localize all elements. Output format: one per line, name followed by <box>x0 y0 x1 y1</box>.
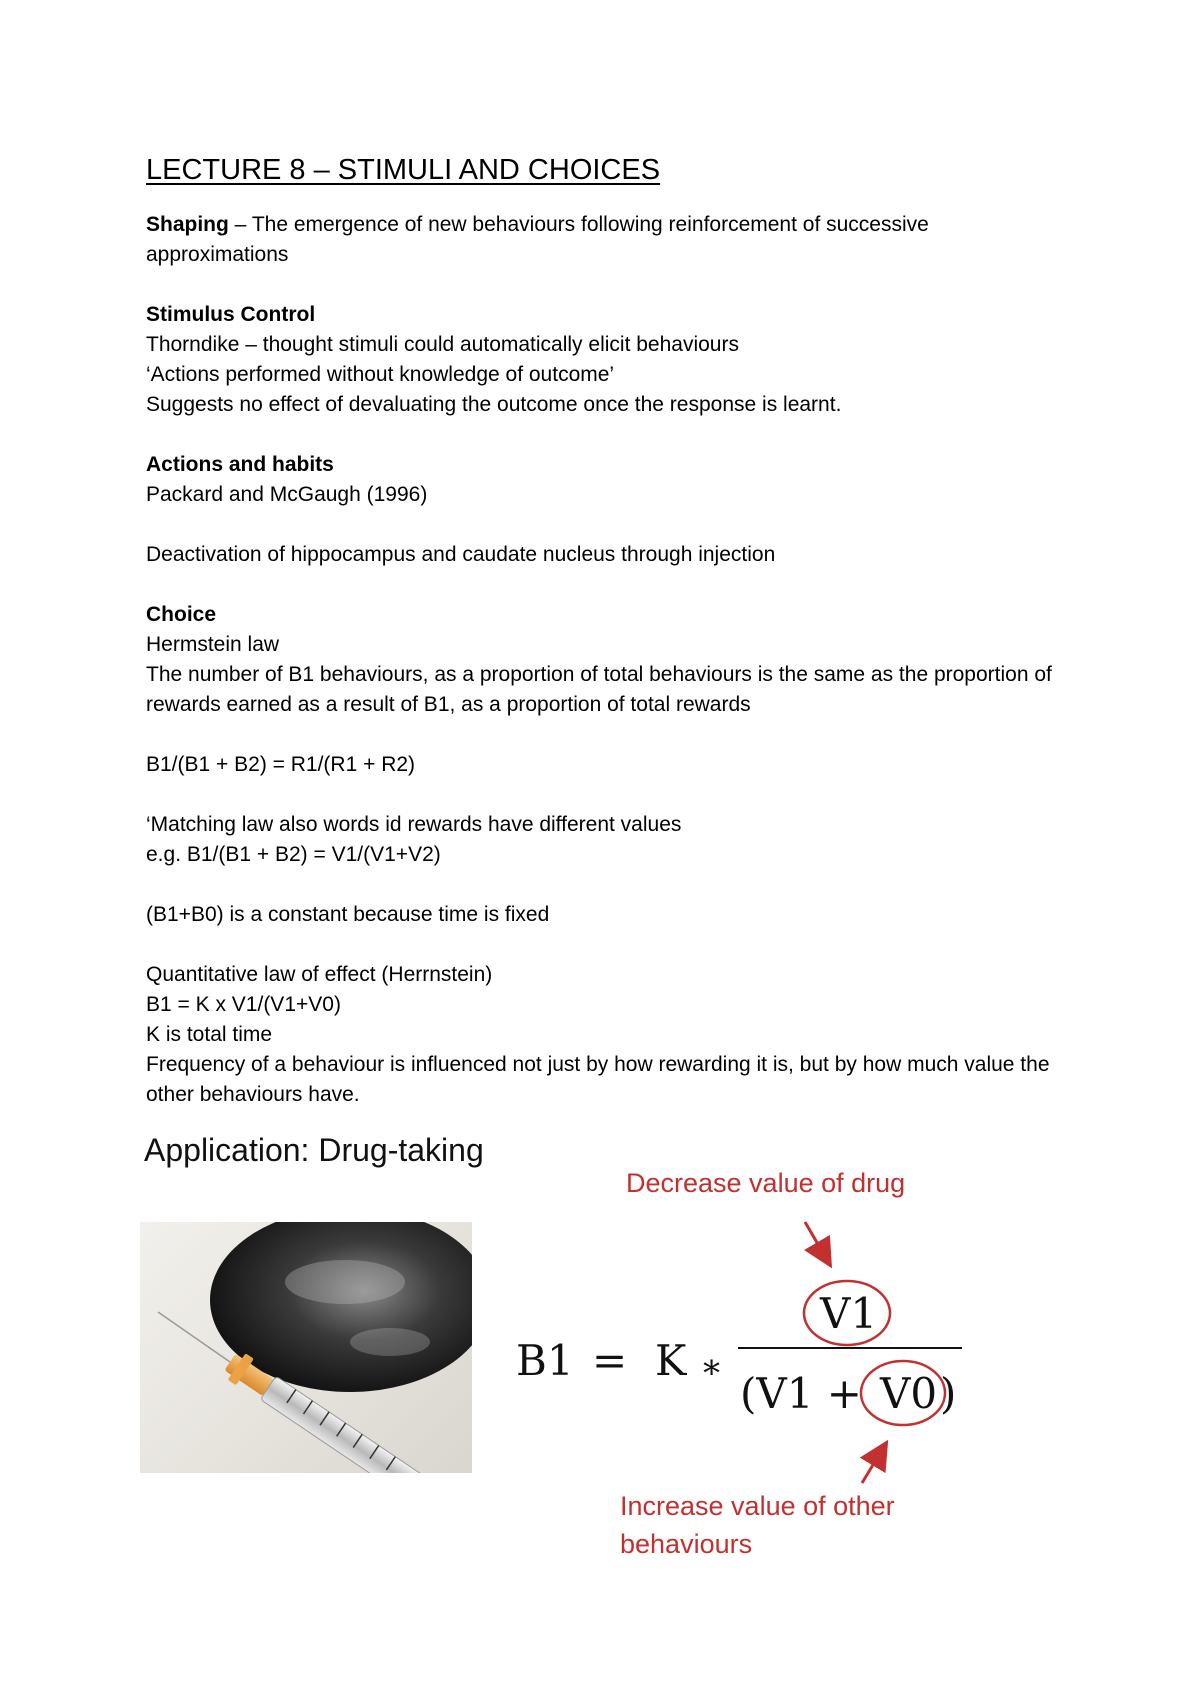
equation-k: K <box>655 1336 687 1385</box>
matching-law-note: ‘Matching law also words id rewards have different values <box>146 813 682 836</box>
numerator-circle <box>804 1281 890 1345</box>
arrow-up <box>862 1450 882 1483</box>
actions-habits-note: Deactivation of hippocampus and caudate nucleus through injection <box>146 543 776 566</box>
qle-formula: B1 = K x V1/(V1+V0) <box>146 993 341 1016</box>
equation-times: ∗ <box>700 1347 724 1387</box>
equation-numerator: V1 <box>820 1289 878 1338</box>
lecture-notes <box>146 150 1066 1110</box>
page-title: LECTURE 8 – STIMULI AND CHOICES <box>146 154 661 186</box>
equation-denominator-open: (V1 + <box>740 1369 862 1418</box>
increase-value-label: Increase value of other behaviours <box>620 1491 895 1559</box>
equation-lhs: B1 <box>516 1336 574 1385</box>
shaping-definition: – The emergence of new behaviours following reinforcement of successive approximations <box>146 213 929 266</box>
choice-heading: Choice <box>146 603 217 626</box>
actions-habits-heading: Actions and habits <box>146 453 334 476</box>
syringe-spoon-illustration <box>140 1222 472 1473</box>
application-heading: Application: Drug-taking <box>144 1132 484 1168</box>
stimulus-control-line: ‘Actions performed without knowledge of outcome’ <box>146 363 615 386</box>
stimulus-control-line: Suggests no effect of devaluating the outcome once the response is learnt. <box>146 393 842 416</box>
equation-equals: = <box>592 1336 628 1385</box>
constant-note: (B1+B0) is a constant because time is fixed <box>146 903 550 926</box>
syringe-spoon-photo <box>140 1222 472 1473</box>
k-note: K is total time <box>146 1023 273 1046</box>
choice-formula: B1/(B1 + B2) = R1/(R1 + R2) <box>146 753 416 776</box>
matching-law-example: e.g. B1/(B1 + B2) = V1/(V1+V2) <box>146 843 441 866</box>
stimulus-control-heading: Stimulus Control <box>146 303 316 326</box>
frequency-note: Frequency of a behaviour is influenced not just by how rewarding it is, but by how much value the other behaviours have. <box>146 1053 1050 1106</box>
equation-denominator-close: ) <box>940 1369 957 1418</box>
equation-denominator-v0: V0 <box>880 1369 938 1418</box>
choice-law-name: Hermstein law <box>146 633 280 656</box>
qle-title: Quantitative law of effect (Herrnstein) <box>146 963 493 986</box>
decrease-value-label: Decrease value of drug <box>626 1168 906 1198</box>
choice-description: The number of B1 behaviours, as a proportion of total behaviours is the same as the proportion of rewards earned as a result of B1, as a proportion of total rewards <box>146 663 1052 716</box>
shaping-term: Shaping <box>146 213 229 236</box>
shaping-paragraph <box>146 210 1066 270</box>
actions-habits-citation: Packard and McGaugh (1996) <box>146 483 428 506</box>
arrow-down <box>805 1222 826 1258</box>
stimulus-control-line: Thorndike – thought stimuli could automatically elicit behaviours <box>146 333 739 356</box>
denominator-circle <box>861 1361 945 1425</box>
